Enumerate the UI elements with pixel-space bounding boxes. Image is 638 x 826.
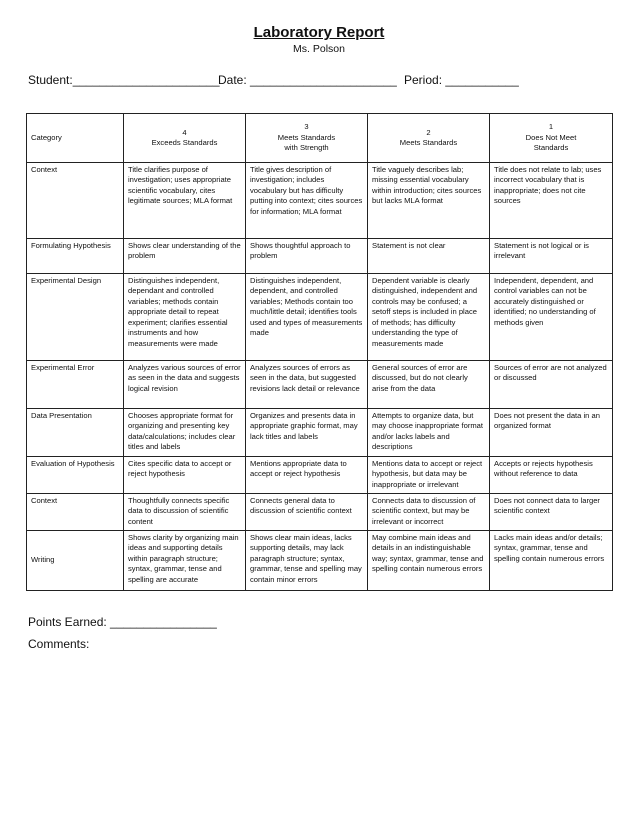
column-header-score (490, 114, 613, 163)
rubric-row (27, 361, 613, 409)
rubric-category: Data Presentation (27, 409, 124, 457)
rubric-cell: Distinguishes independent, dependant and controlled variables; methods contain appropriate detail to repeat experiment; clarifies essential instruments and how measurements were made (124, 274, 246, 361)
rubric-cell: Dependent variable is clearly distinguished, independent and controls may be confused; a setoff steps is included in place of methods; has difficulty understanding the type of measurements made (368, 274, 490, 361)
rubric-category: Context (27, 494, 124, 531)
column-header-score (368, 114, 490, 163)
rubric-cell: Cites specific data to accept or reject hypothesis (124, 457, 246, 494)
rubric-row (27, 409, 613, 457)
rubric-cell: Independent, dependent, and control variables can not be accurately distinguished or identified; no understanding of methods given (490, 274, 613, 361)
rubric-cell: Mentions appropriate data to accept or reject hypothesis (246, 457, 368, 494)
rubric-cell: Mentions data to accept or reject hypothesis, but data may be inappropriate or irrelevant (368, 457, 490, 494)
column-header-line: Meets Standards (399, 138, 458, 147)
rubric-table (26, 113, 613, 591)
rubric-cell: Thoughtfully connects specific data to discussion of scientific content (124, 494, 246, 531)
column-header-score (124, 114, 246, 163)
column-header-line: Does Not Meet (525, 132, 577, 142)
column-header-category (27, 114, 124, 163)
rubric-row (27, 457, 613, 494)
rubric-cell: Analyzes sources of errors as seen in the data, but suggested revisions lack detail or relevance (246, 361, 368, 409)
column-header-score (246, 114, 368, 163)
column-header-line: Standards (533, 143, 569, 153)
rubric-cell: Shows clear main ideas, lacks supporting details, may lack paragraph structure; syntax, grammar, tense and spelling may contain minor errors (246, 531, 368, 591)
column-header-line: 2 (426, 127, 431, 137)
rubric-cell: Analyzes various sources of error as seen in the data and suggests logical revision (124, 361, 246, 409)
rubric-cell: Lacks main ideas and/or details; syntax, grammar, tense and spelling contain numerous errors (490, 531, 613, 591)
rubric-category: Formulating Hypothesis (27, 239, 124, 274)
rubric-cell: Chooses appropriate format for organizing and presenting key data/calculations; includes clear titles and labels (124, 409, 246, 457)
rubric-cell: Shows thoughtful approach to problem (246, 239, 368, 274)
rubric-cell: Statement is not logical or is irrelevant (490, 239, 613, 274)
rubric-header-row (27, 114, 613, 163)
rubric-cell: Sources of error are not analyzed or discussed (490, 361, 613, 409)
teacher-name: Ms. Polson (293, 43, 345, 55)
date-field[interactable]: Date: ______________________ (218, 73, 397, 87)
rubric-row (27, 239, 613, 274)
column-header-line: with Strength (284, 143, 329, 153)
rubric-cell: Connects data to discussion of scientific context, but may be irrelevant or incorrect (368, 494, 490, 531)
rubric-row (27, 494, 613, 531)
rubric-cell: Does not connect data to larger scientific context (490, 494, 613, 531)
student-field[interactable]: Student:______________________ (28, 73, 220, 87)
rubric-cell: May combine main ideas and details in an indistinguishable way; syntax, grammar, tense and spelling contain numerous errors (368, 531, 490, 591)
column-header-line: 4 (182, 127, 187, 137)
rubric-category: Experimental Design (27, 274, 124, 361)
rubric-cell: Organizes and presents data in appropriate graphic format, may lack titles and labels (246, 409, 368, 457)
rubric-cell: Shows clarity by organizing main ideas and supporting details within paragraph structure; syntax, grammar, tense and spelling are accurate (124, 531, 246, 591)
column-header-line: 1 (548, 122, 554, 132)
rubric-cell: Shows clear understanding of the problem (124, 239, 246, 274)
rubric-cell: Connects general data to discussion of scientific context (246, 494, 368, 531)
rubric-cell: General sources of error are discussed, but do not clearly arise from the data (368, 361, 490, 409)
rubric-cell: Statement is not clear (368, 239, 490, 274)
rubric-cell: Distinguishes independent, dependent, and controlled variables; Methods contain too much/little detail; identifies tools used and types of measurements made (246, 274, 368, 361)
rubric-row (27, 531, 613, 591)
rubric-cell: Does not present the data in an organized format (490, 409, 613, 457)
rubric-category: Writing (27, 531, 124, 591)
rubric-cell: Title does not relate to lab; uses incorrect vocabulary that is inappropriate; does not cite sources (490, 163, 613, 239)
rubric-cell: Title clarifies purpose of investigation; uses appropriate scientific vocabulary, cites legitimate sources; MLA format (124, 163, 246, 239)
rubric-category: Experimental Error (27, 361, 124, 409)
rubric-cell: Title vaguely describes lab; missing essential vocabulary within introduction; cites sources but lacks MLA format (368, 163, 490, 239)
comments-label: Comments: (28, 637, 90, 651)
period-field[interactable]: Period: ___________ (404, 73, 519, 87)
rubric-category: Evaluation of Hypothesis (27, 457, 124, 494)
column-header-line: 3 (304, 122, 309, 132)
rubric-category: Context (27, 163, 124, 239)
column-header-line: Exceeds Standards (151, 138, 218, 147)
rubric-cell: Title gives description of investigation; includes vocabulary but has difficulty putting into context; cites sources for information; MLA format (246, 163, 368, 239)
rubric-cell: Attempts to organize data, but may choose inappropriate format and/or lacks labels and descriptions (368, 409, 490, 457)
rubric-row (27, 274, 613, 361)
points-earned[interactable]: Points Earned: ________________ (28, 615, 217, 629)
rubric-cell: Accepts or rejects hypothesis without reference to data (490, 457, 613, 494)
rubric-row (27, 163, 613, 239)
column-header-line: Meets Standards (277, 132, 336, 142)
report-title: Laboratory Report (253, 24, 385, 41)
student-info-row (28, 73, 618, 91)
column-header-line: Category (31, 132, 62, 142)
